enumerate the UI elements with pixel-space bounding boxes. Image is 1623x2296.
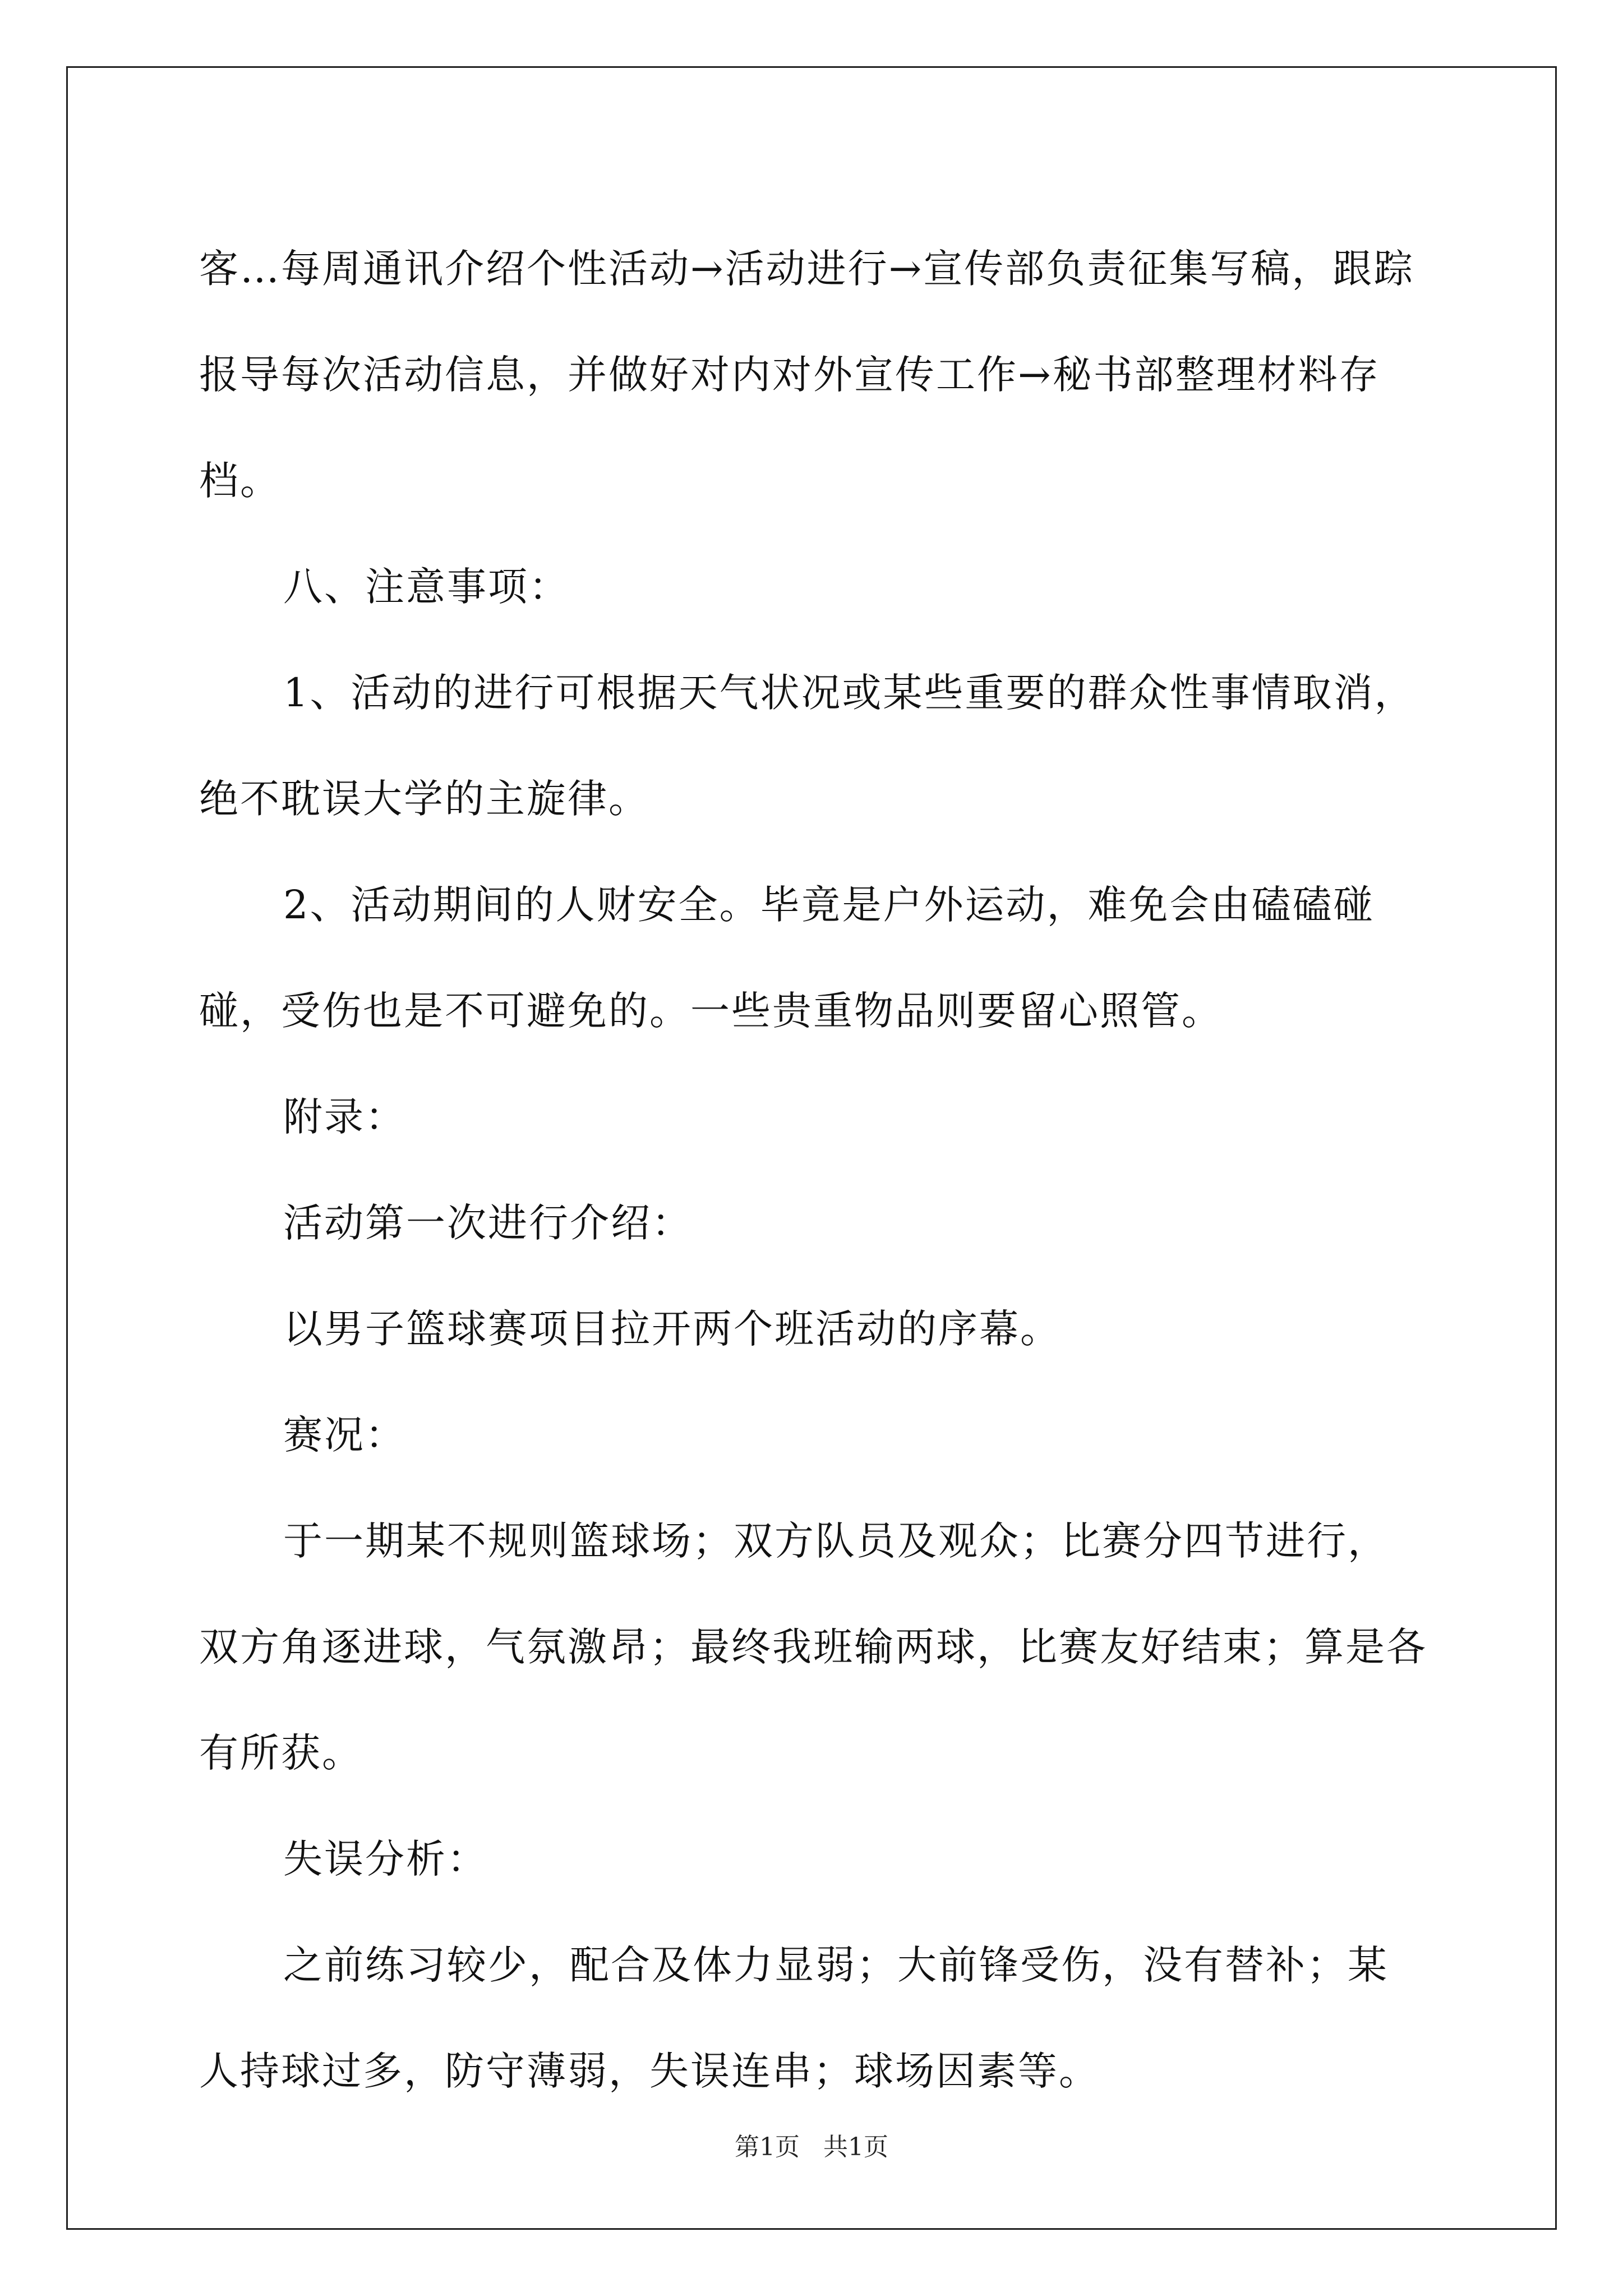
page-number-current: 第1页 <box>735 2133 800 2161</box>
page-number-total: 共1页 <box>823 2133 888 2161</box>
error-analysis-heading: 失误分析： <box>283 1836 488 1882</box>
page-footer <box>0 2131 1623 2164</box>
match-status-heading: 赛况： <box>283 1412 406 1458</box>
appendix-heading: 附录： <box>283 1094 406 1140</box>
match-status-text: 于一期某不规则篮球场；双方队员及观众；比赛分四节进行，双方角逐进球，气氛激昂；最终我班输两球，比赛友好结束；算是各有所获。 <box>199 1518 1427 1776</box>
activity-intro-heading: 活动第一次进行介绍： <box>283 1200 693 1246</box>
section-heading-notes: 八、注意事项： <box>283 564 570 610</box>
note-item-1: 1、活动的进行可根据天气状况或某些重要的群众性事情取消，绝不耽误大学的主旋律。 <box>199 670 1415 822</box>
error-analysis-text: 之前练习较少，配合及体力显弱；大前锋受伤，没有替补；某人持球过多，防守薄弱，失误连串；球场因素等。 <box>199 1942 1389 2094</box>
document-body <box>199 216 1427 2124</box>
activity-intro-text: 以男子篮球赛项目拉开两个班活动的序幕。 <box>283 1306 1061 1352</box>
note-item-2: 2、活动期间的人财安全。毕竟是户外运动，难免会由磕磕碰碰，受伤也是不可避免的。一些贵重物品则要留心照管。 <box>199 882 1375 1034</box>
paragraph-continuation: 客…每周通讯介绍个性活动→活动进行→宣传部负责征集写稿，跟踪报导每次活动信息，并做好对内对外宣传工作→秘书部整理材料存档。 <box>199 246 1415 504</box>
